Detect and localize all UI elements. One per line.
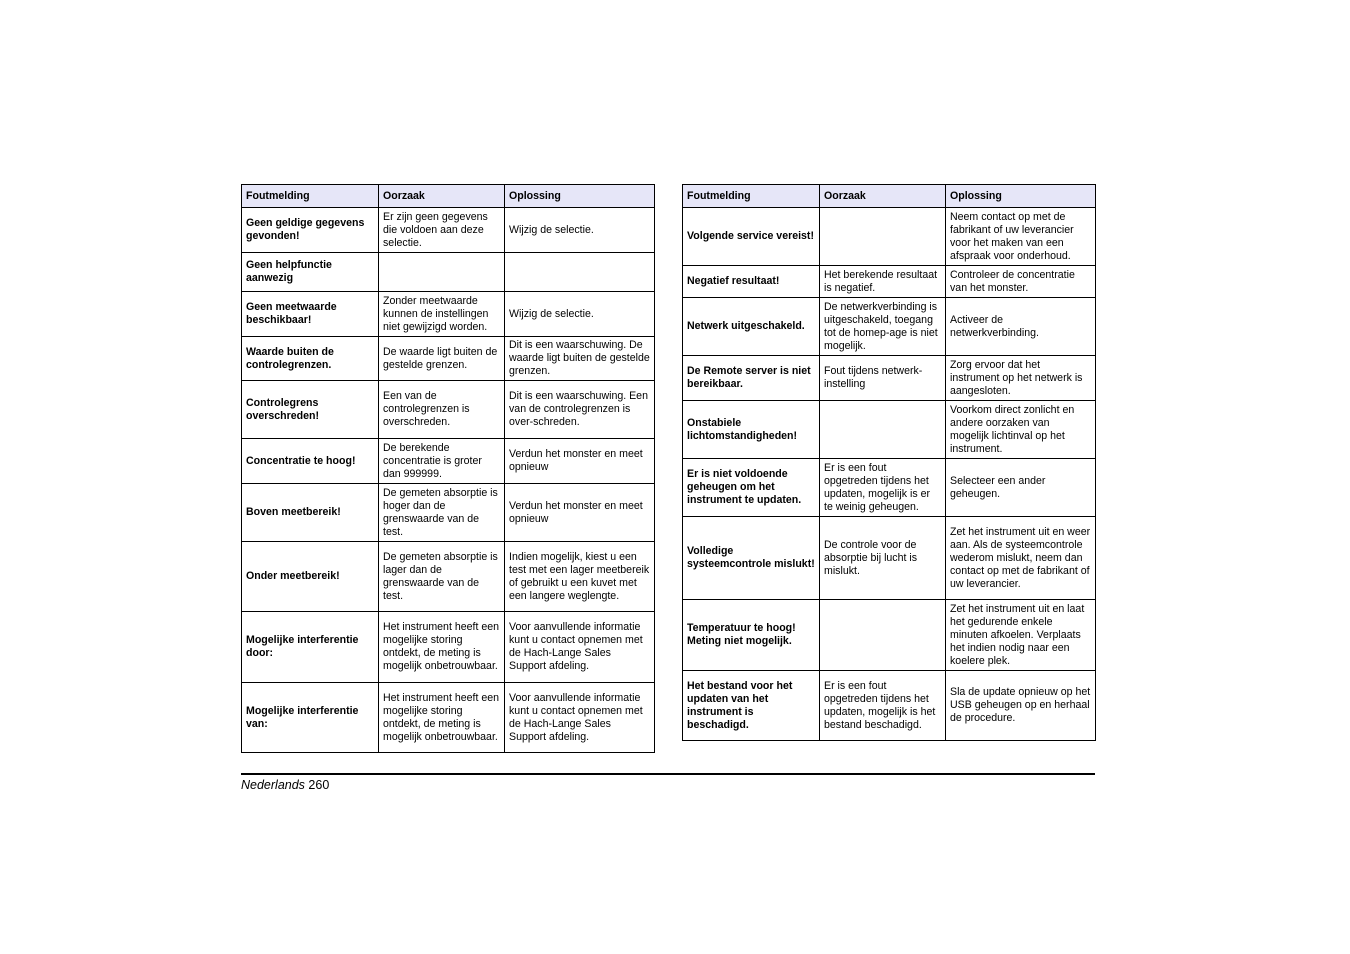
footer-page-number: 260	[308, 778, 330, 792]
error-solution: Dit is een waarschuwing. De waarde ligt buiten de gestelde grenzen.	[505, 337, 655, 381]
error-message: Boven meetbereik!	[242, 484, 379, 542]
error-cause: Fout tijdens netwerk-instelling	[820, 356, 946, 401]
error-solution	[505, 253, 655, 292]
error-message: Geen geldige gegevens gevonden!	[242, 208, 379, 253]
error-solution: Controleer de concentratie van het monster.	[946, 266, 1096, 298]
table-row	[683, 356, 1096, 401]
error-cause: Het berekende resultaat is negatief.	[820, 266, 946, 298]
footer-language: Nederlands	[241, 778, 305, 792]
error-cause: De netwerkverbinding is uitgeschakeld, toegang tot de homep-age is niet mogelijk.	[820, 298, 946, 356]
error-message: Concentratie te hoog!	[242, 439, 379, 484]
error-solution: Wijzig de selectie.	[505, 292, 655, 337]
table-header-row	[683, 185, 1096, 208]
error-message: Mogelijke interferentie van:	[242, 683, 379, 753]
error-cause	[379, 253, 505, 292]
error-message: Onder meetbereik!	[242, 542, 379, 612]
error-cause: De gemeten absorptie is lager dan de grenswaarde van de test.	[379, 542, 505, 612]
error-solution: Zorg ervoor dat het instrument op het netwerk is aangesloten.	[946, 356, 1096, 401]
table-row	[242, 381, 655, 439]
error-cause: De controle voor de absorptie bij lucht is mislukt.	[820, 517, 946, 600]
table-row	[242, 439, 655, 484]
error-table-left	[241, 184, 655, 753]
error-cause: De berekende concentratie is groter dan 999999.	[379, 439, 505, 484]
error-solution: Voor aanvullende informatie kunt u contact opnemen met de Hach-Lange Sales Support afdeling.	[505, 683, 655, 753]
error-cause: Zonder meetwaarde kunnen de instellingen niet gewijzigd worden.	[379, 292, 505, 337]
table-row	[683, 600, 1096, 671]
error-solution: Indien mogelijk, kiest u een test met een lager meetbereik of gebruikt u een kuvet met een langere weglengte.	[505, 542, 655, 612]
error-message: Waarde buiten de controlegrenzen.	[242, 337, 379, 381]
error-cause	[820, 401, 946, 459]
error-table-right	[682, 184, 1096, 741]
table-row	[683, 517, 1096, 600]
header-oorzaak: Oorzaak	[820, 185, 946, 208]
table-row	[242, 337, 655, 381]
error-cause: De gemeten absorptie is hoger dan de grenswaarde van de test.	[379, 484, 505, 542]
table-row	[242, 208, 655, 253]
error-cause: Er is een fout opgetreden tijdens het updaten, mogelijk is er te weinig geheugen.	[820, 459, 946, 517]
error-cause: Een van de controlegrenzen is overschreden.	[379, 381, 505, 439]
table-header-row	[242, 185, 655, 208]
error-message: Het bestand voor het updaten van het instrument is beschadigd.	[683, 671, 820, 741]
error-message: De Remote server is niet bereikbaar.	[683, 356, 820, 401]
error-solution: Neem contact op met de fabrikant of uw leverancier voor het maken van een afspraak voor onderhoud.	[946, 208, 1096, 266]
table-row	[242, 253, 655, 292]
error-message: Geen helpfunctie aanwezig	[242, 253, 379, 292]
table-row	[683, 459, 1096, 517]
table-row	[683, 208, 1096, 266]
error-solution: Activeer de netwerkverbinding.	[946, 298, 1096, 356]
page-footer	[241, 778, 329, 792]
error-solution: Dit is een waarschuwing. Een van de controlegrenzen is over-schreden.	[505, 381, 655, 439]
error-message: Mogelijke interferentie door:	[242, 612, 379, 683]
error-cause: Er is een fout opgetreden tijdens het updaten, mogelijk is het bestand beschadigd.	[820, 671, 946, 741]
error-message: Er is niet voldoende geheugen om het instrument te updaten.	[683, 459, 820, 517]
error-message: Volledige systeemcontrole mislukt!	[683, 517, 820, 600]
table-row	[683, 401, 1096, 459]
table-row	[683, 266, 1096, 298]
error-cause	[820, 600, 946, 671]
error-solution: Verdun het monster en meet opnieuw	[505, 484, 655, 542]
error-cause: Het instrument heeft een mogelijke storing ontdekt, de meting is mogelijk onbetrouwbaar.	[379, 612, 505, 683]
error-cause	[820, 208, 946, 266]
error-message: Temperatuur te hoog! Meting niet mogelijk.	[683, 600, 820, 671]
error-solution: Zet het instrument uit en weer aan. Als de systeemcontrole wederom mislukt, neem dan contact op met de fabrikant of uw leverancier.	[946, 517, 1096, 600]
table-row	[242, 683, 655, 753]
header-foutmelding: Foutmelding	[683, 185, 820, 208]
table-row	[242, 612, 655, 683]
error-message: Volgende service vereist!	[683, 208, 820, 266]
error-solution: Voor aanvullende informatie kunt u contact opnemen met de Hach-Lange Sales Support afdeling.	[505, 612, 655, 683]
table-row	[242, 292, 655, 337]
table-row	[242, 484, 655, 542]
error-message: Controlegrens overschreden!	[242, 381, 379, 439]
error-message: Onstabiele lichtomstandigheden!	[683, 401, 820, 459]
error-solution: Sla de update opnieuw op het USB geheugen op en herhaal de procedure.	[946, 671, 1096, 741]
error-message: Geen meetwaarde beschikbaar!	[242, 292, 379, 337]
header-oplossing: Oplossing	[505, 185, 655, 208]
error-cause: Er zijn geen gegevens die voldoen aan deze selectie.	[379, 208, 505, 253]
header-oplossing: Oplossing	[946, 185, 1096, 208]
error-message: Negatief resultaat!	[683, 266, 820, 298]
error-solution: Zet het instrument uit en laat het gedurende enkele minuten afkoelen. Verplaats het indien nodig naar een koelere plek.	[946, 600, 1096, 671]
table-row	[683, 671, 1096, 741]
table-row	[242, 542, 655, 612]
error-message: Netwerk uitgeschakeld.	[683, 298, 820, 356]
error-solution: Selecteer een ander geheugen.	[946, 459, 1096, 517]
error-cause: De waarde ligt buiten de gestelde grenzen.	[379, 337, 505, 381]
header-oorzaak: Oorzaak	[379, 185, 505, 208]
error-solution: Verdun het monster en meet opnieuw	[505, 439, 655, 484]
table-row	[683, 298, 1096, 356]
error-cause: Het instrument heeft een mogelijke storing ontdekt, de meting is mogelijk onbetrouwbaar.	[379, 683, 505, 753]
footer-divider	[241, 773, 1095, 775]
error-solution: Voorkom direct zonlicht en andere oorzaken van mogelijk lichtinval op het instrument.	[946, 401, 1096, 459]
header-foutmelding: Foutmelding	[242, 185, 379, 208]
error-solution: Wijzig de selectie.	[505, 208, 655, 253]
